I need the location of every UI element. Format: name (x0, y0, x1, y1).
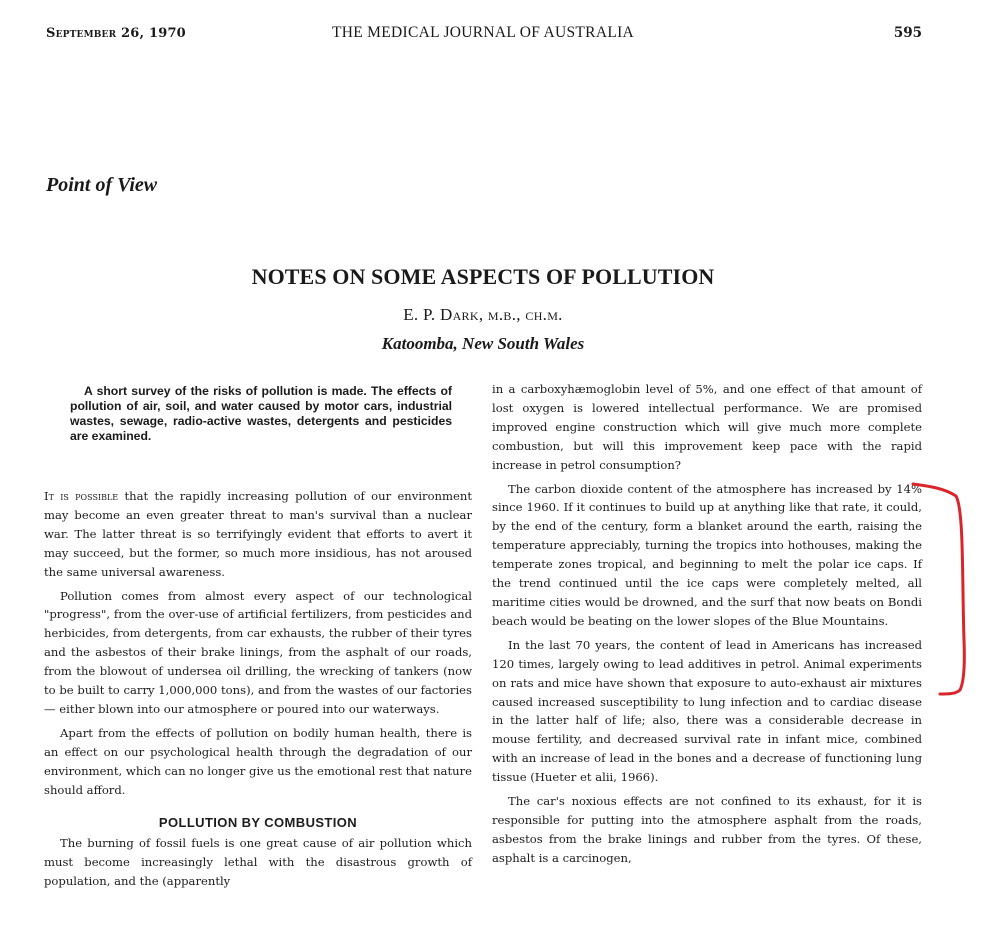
running-header-journal: THE MEDICAL JOURNAL OF AUSTRALIA (331, 24, 635, 41)
subheading-pollution-by-combustion: POLLUTION BY COMBUSTION (158, 814, 358, 830)
right-paragraph-3: In the last 70 years, the content of lead in Americans has increased 120 times, largely owing to lead additives in petrol. Animal experiments on rats and mice have shown that exposure to auto-exhaust air mixtures caused increased susceptibility to lung infection and to cardiac disease in the latter half of life; also, there was a considerable decrease in mouse fertility, and decreased survival rate in infant mice, combined with an increase of lead in the bones and a decrease of functioning lung tissue (Hueter et alii, 1966). (492, 637, 922, 785)
right-column (492, 380, 922, 868)
left-column (44, 487, 472, 891)
right-paragraph-2: The carbon dioxide content of the atmosphere has increased by 14% since 1960. If it continues to build up at anything like that rate, it could, by the end of the century, form a blanket around the earth, raising the temperature appreciably, turning the tropics into hothouses, making the temperate zones tropical, and beginning to melt the polar ice caps. If the trend continued until the ice caps were completely melted, all maritime cities would be drowned, and the surf that now beats on Bondi beach would be beating on the lower slopes of the Blue Mountains. (492, 481, 922, 628)
abstract: A short survey of the risks of pollution is made. The effects of pollution of air, soil, and water caused by motor cars, industrial wastes, sewage, radio-active wastes, detergents and pesticides are examined. (70, 384, 452, 443)
left-paragraph-1-text: that the rapidly increasing pollution of our environment may become an even greater threat to man's survival than a nuclear war. The latter threat is so terrifyingly evident that efforts to avert it may succeed, but the former, so much more insidious, has not aroused the same universal awareness. (44, 489, 473, 579)
running-header-date: September 26, 1970 (46, 26, 186, 41)
section-tag: Point of View (46, 174, 158, 196)
left-paragraph-1 (44, 487, 472, 582)
right-paragraph-4: The car's noxious effects are not confined to its exhaust, for it is responsible for putting into the atmosphere asphalt from the roads, asbestos from the brake linings and rubber from the tyres. Of these, asphalt is a carcinogen, (492, 794, 922, 865)
article-title: NOTES ON SOME ASPECTS OF POLLUTION (251, 264, 715, 289)
page-number: 595 (893, 25, 922, 41)
article-author: E. P. Dark, m.b., ch.m. (403, 305, 563, 324)
right-paragraph-1: in a carboxyhæmoglobin level of 5%, and one effect of that amount of lost oxygen is lowered intellectual performance. We are promised improved engine construction which will give much more complete combustion, but will this improvement keep pace with the rapid increase in petrol consumption? (492, 382, 922, 472)
left-paragraph-4: The burning of fossil fuels is one great cause of air pollution which must become increasingly lethal with the disastrous growth of population, and the (apparently (44, 836, 472, 889)
drop-lead: It is possible (44, 489, 119, 503)
left-paragraph-3: Apart from the effects of pollution on bodily human health, there is an effect on our psychological health through the degradation of our environment, which can no longer give us the emotional rest that nature should afford. (44, 725, 472, 797)
left-paragraph-2: Pollution comes from almost every aspect of our technological "progress", from the over-use of artificial fertilizers, from pesticides and herbicides, from detergents, from car exhausts, the rubber of their tyres and the asbestos of their brake linings, from the asphalt of our roads, from the blowout of undersea oil drilling, the wrecking of tankers (now to be built to carry 1,000,000 tons), and from the wastes of our factories — either blown into our atmosphere or poured into our waterways. (44, 588, 472, 716)
author-affiliation: Katoomba, New South Wales (381, 334, 585, 353)
